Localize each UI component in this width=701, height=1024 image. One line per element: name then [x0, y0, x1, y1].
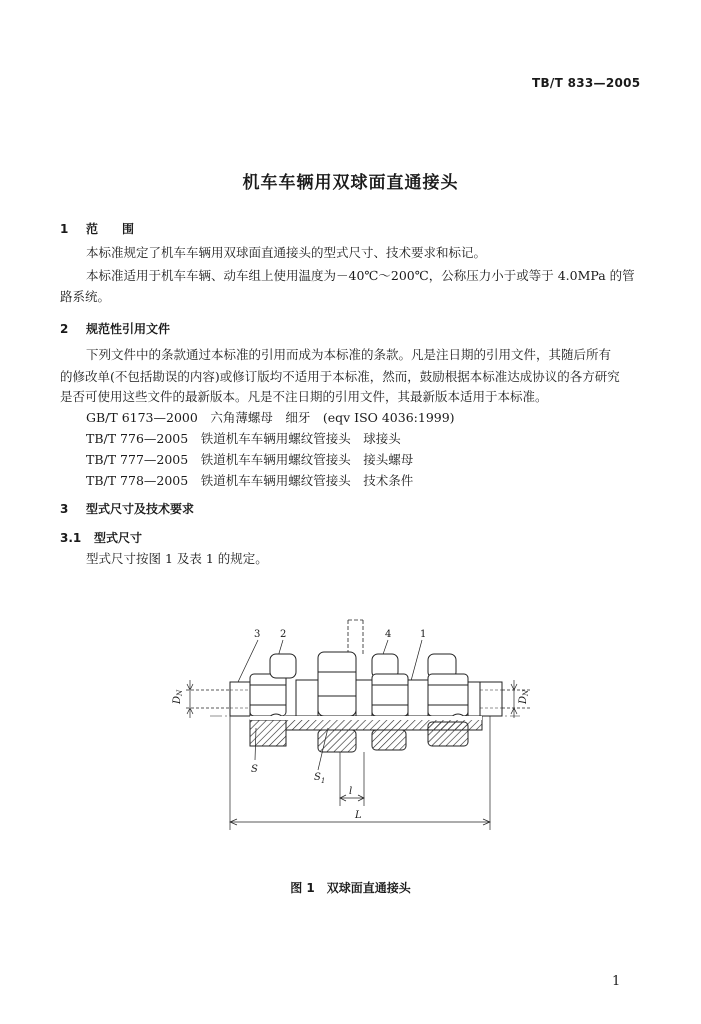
reference-item: GB/T 6173—2000 六角薄螺母 细牙 (eqv ISO 4036:1999): [86, 410, 455, 425]
l-small-dimension: [340, 752, 364, 806]
section-number: 3.1: [60, 531, 82, 545]
left-pipe: [230, 682, 250, 716]
section-title: 范 围: [86, 222, 135, 236]
reference-item: TB/T 778—2005 铁道机车车辆用螺纹管接头 技术条件: [86, 473, 414, 488]
top-dimension-mark: [348, 620, 363, 655]
standard-code: TB/T 833—2005: [532, 76, 641, 90]
label-dn-left: [172, 689, 184, 705]
paragraph: 路系统。: [60, 289, 111, 304]
callout-s: S: [251, 764, 258, 775]
callout-s1-sub: 1: [320, 777, 326, 785]
section-title: 型式尺寸及技术要求: [86, 502, 195, 516]
callout-s1-main: S: [314, 772, 321, 783]
lower-section: [250, 714, 482, 752]
upper-exterior: [250, 652, 480, 716]
label-l-small: l: [349, 786, 353, 797]
label-dn-right: [518, 689, 530, 705]
dn-left-dimension: [186, 680, 230, 718]
section-2-heading: [60, 320, 170, 337]
section-3-heading: [60, 500, 194, 517]
section-number: 1: [60, 222, 69, 236]
section-number: 2: [60, 322, 69, 336]
document-title: 机车车辆用双球面直通接头: [242, 173, 459, 193]
paragraph: 是否可使用这些文件的最新版本。凡是不注日期的引用文件，其最新版本适用于本标准。: [60, 389, 548, 404]
right-pipe: [480, 682, 502, 716]
paragraph: 本标准规定了机车车辆用双球面直通接头的型式尺寸、技术要求和标记。: [86, 245, 487, 260]
label-l-big: L: [355, 810, 362, 821]
paragraph: 的修改单(不包括勘误的内容)或修订版均不适用于本标准，然而，鼓励根据本标准达成协议的各方研究: [60, 369, 620, 384]
dn-right-sub: N: [522, 689, 530, 696]
reference-item: TB/T 776—2005 铁道机车车辆用螺纹管接头 球接头: [86, 431, 401, 446]
dn-left-main: D: [172, 695, 183, 704]
callout-1: 1: [420, 629, 427, 640]
paragraph: 型式尺寸按图 1 及表 1 的规定。: [86, 551, 268, 566]
section-number: 3: [60, 502, 69, 516]
figure-caption: 图 1 双球面直通接头: [290, 881, 411, 895]
callout-2: 2: [280, 629, 287, 640]
page-number: 1: [612, 974, 621, 989]
paragraph: 本标准适用于机车车辆、动车组上使用温度为－40℃～200℃，公称压力小于或等于 4.0MPa 的管: [86, 268, 635, 283]
section-title: 型式尺寸: [94, 531, 143, 545]
callout-s1: [314, 772, 325, 785]
figure-1-drawing: [150, 610, 550, 840]
section-1-heading: [60, 220, 134, 237]
dn-right-main: D: [518, 695, 529, 704]
paragraph: 下列文件中的条款通过本标准的引用而成为本标准的条款。凡是注日期的引用文件，其随后所有: [86, 347, 612, 362]
callout-4: 4: [385, 629, 392, 640]
callout-3: 3: [254, 629, 261, 640]
section-title: 规范性引用文件: [86, 322, 171, 336]
dn-left-sub: N: [176, 689, 184, 696]
section-3-1-heading: [60, 529, 142, 546]
reference-item: TB/T 777—2005 铁道机车车辆用螺纹管接头 接头螺母: [86, 452, 414, 467]
